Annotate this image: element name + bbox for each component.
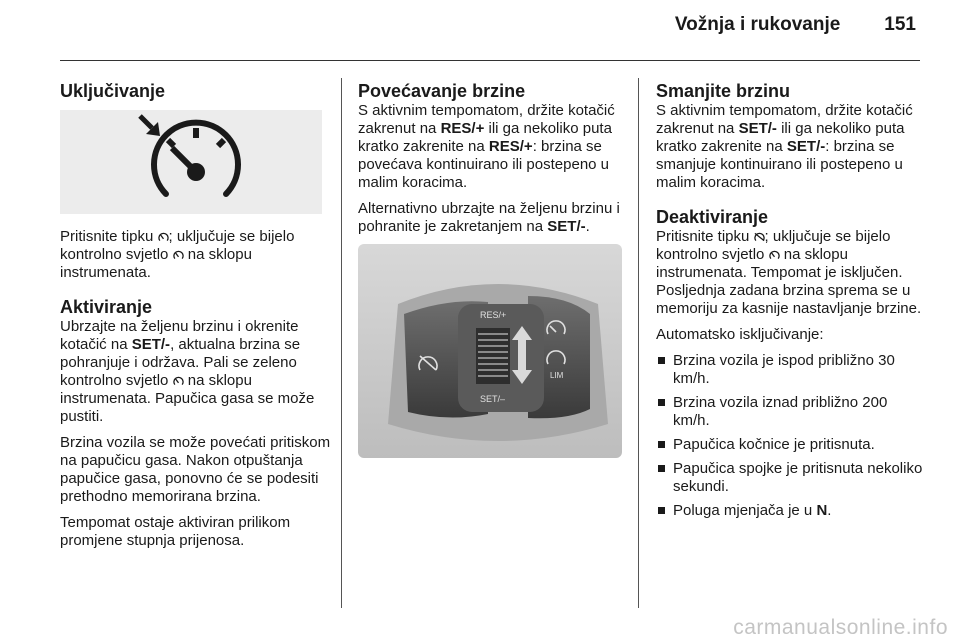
cruise-control-icon bbox=[173, 250, 184, 260]
cancel-cruise-icon bbox=[754, 232, 765, 242]
set-label: SET/– bbox=[480, 394, 506, 404]
paragraph: Brzina vozila se može povećati pritiskom na papučicu gasa. Nakon otpuštanja papučice gasa, ponovno će se podesiti prethodno memorirana brzina. bbox=[60, 434, 331, 505]
list-item: Papučica kočnice je pritisnuta. bbox=[656, 436, 928, 454]
steering-wheel-controls-photo bbox=[358, 244, 622, 458]
cruise-control-illustration bbox=[60, 110, 322, 214]
auto-off-list bbox=[656, 352, 928, 520]
watermark: carmanualsonline.info bbox=[733, 616, 948, 639]
res-label: RES/+ bbox=[480, 310, 507, 320]
cruise-control-icon bbox=[173, 376, 184, 386]
section-title: Vožnja i rukovanje bbox=[674, 14, 841, 35]
cruise-control-icon bbox=[769, 250, 780, 260]
paragraph: Pritisnite tipku ; uključuje se bijelo kontrolno svjetlo na sklopu instrumenata. bbox=[60, 228, 295, 281]
header-rule bbox=[60, 60, 920, 61]
paragraph: Ubrzajte na željenu brzinu i okrenite kotačić na SET/-, aktualna brzina se pohranjuje i održava. Pali se zeleno kontrolno svjetlo na sklopu instrumenata. Papučica gasa se može pustiti. bbox=[60, 318, 315, 425]
paragraph: Pritisnite tipku ; uključuje se bijelo kontrolno svjetlo na sklopu instrumenata. Tempomat je isključen. Posljednja zadana brzina sprema se u memoriju za kasnije nastavljanje brzine. bbox=[656, 228, 922, 317]
heading-deactivate: Deaktiviranje bbox=[656, 207, 769, 227]
paragraph: S aktivnim tempomatom, držite kotačić zakrenut na RES/+ ili ga nekoliko puta kratko zakrenite na RES/+: brzina se povećava kontinuirano ili postepeno u malim koracima. bbox=[358, 102, 615, 191]
paragraph: Alternativno ubrzajte na željenu brzinu i pohranite je zakretanjem na SET/-. bbox=[358, 200, 620, 235]
list-item: Poluga mjenjača je u N. bbox=[656, 502, 928, 520]
column-3 bbox=[656, 80, 928, 526]
cruise-control-icon bbox=[158, 232, 169, 242]
column-divider bbox=[341, 78, 342, 608]
column-2 bbox=[358, 80, 630, 458]
list-item: Brzina vozila iznad približno 200 km/h. bbox=[656, 394, 928, 430]
heading-switch-on: Uključivanje bbox=[60, 81, 166, 101]
list-item: Brzina vozila je ispod približno 30 km/h. bbox=[656, 352, 928, 388]
heading-increase-speed: Povećavanje brzine bbox=[358, 81, 526, 101]
paragraph: Automatsko isključivanje: bbox=[656, 326, 824, 343]
page-header bbox=[675, 14, 916, 36]
paragraph: Tempomat ostaje aktiviran prilikom promjene stupnja prijenosa. bbox=[60, 514, 291, 549]
paragraph: S aktivnim tempomatom, držite kotačić zakrenut na SET/- ili ga nekoliko puta kratko zakrenite na SET/-: brzina se smanjuje kontinuirano ili postepeno u malim koracima. bbox=[656, 102, 913, 191]
column-divider bbox=[638, 78, 639, 608]
heading-activate: Aktiviranje bbox=[60, 297, 153, 317]
page-number: 151 bbox=[884, 14, 916, 35]
heading-reduce-speed: Smanjite brzinu bbox=[656, 81, 791, 101]
list-item: Papučica spojke je pritisnuta nekoliko sekundi. bbox=[656, 460, 928, 496]
lim-label: LIM bbox=[550, 371, 564, 380]
speedometer-icon bbox=[60, 110, 322, 214]
column-1 bbox=[60, 80, 332, 558]
